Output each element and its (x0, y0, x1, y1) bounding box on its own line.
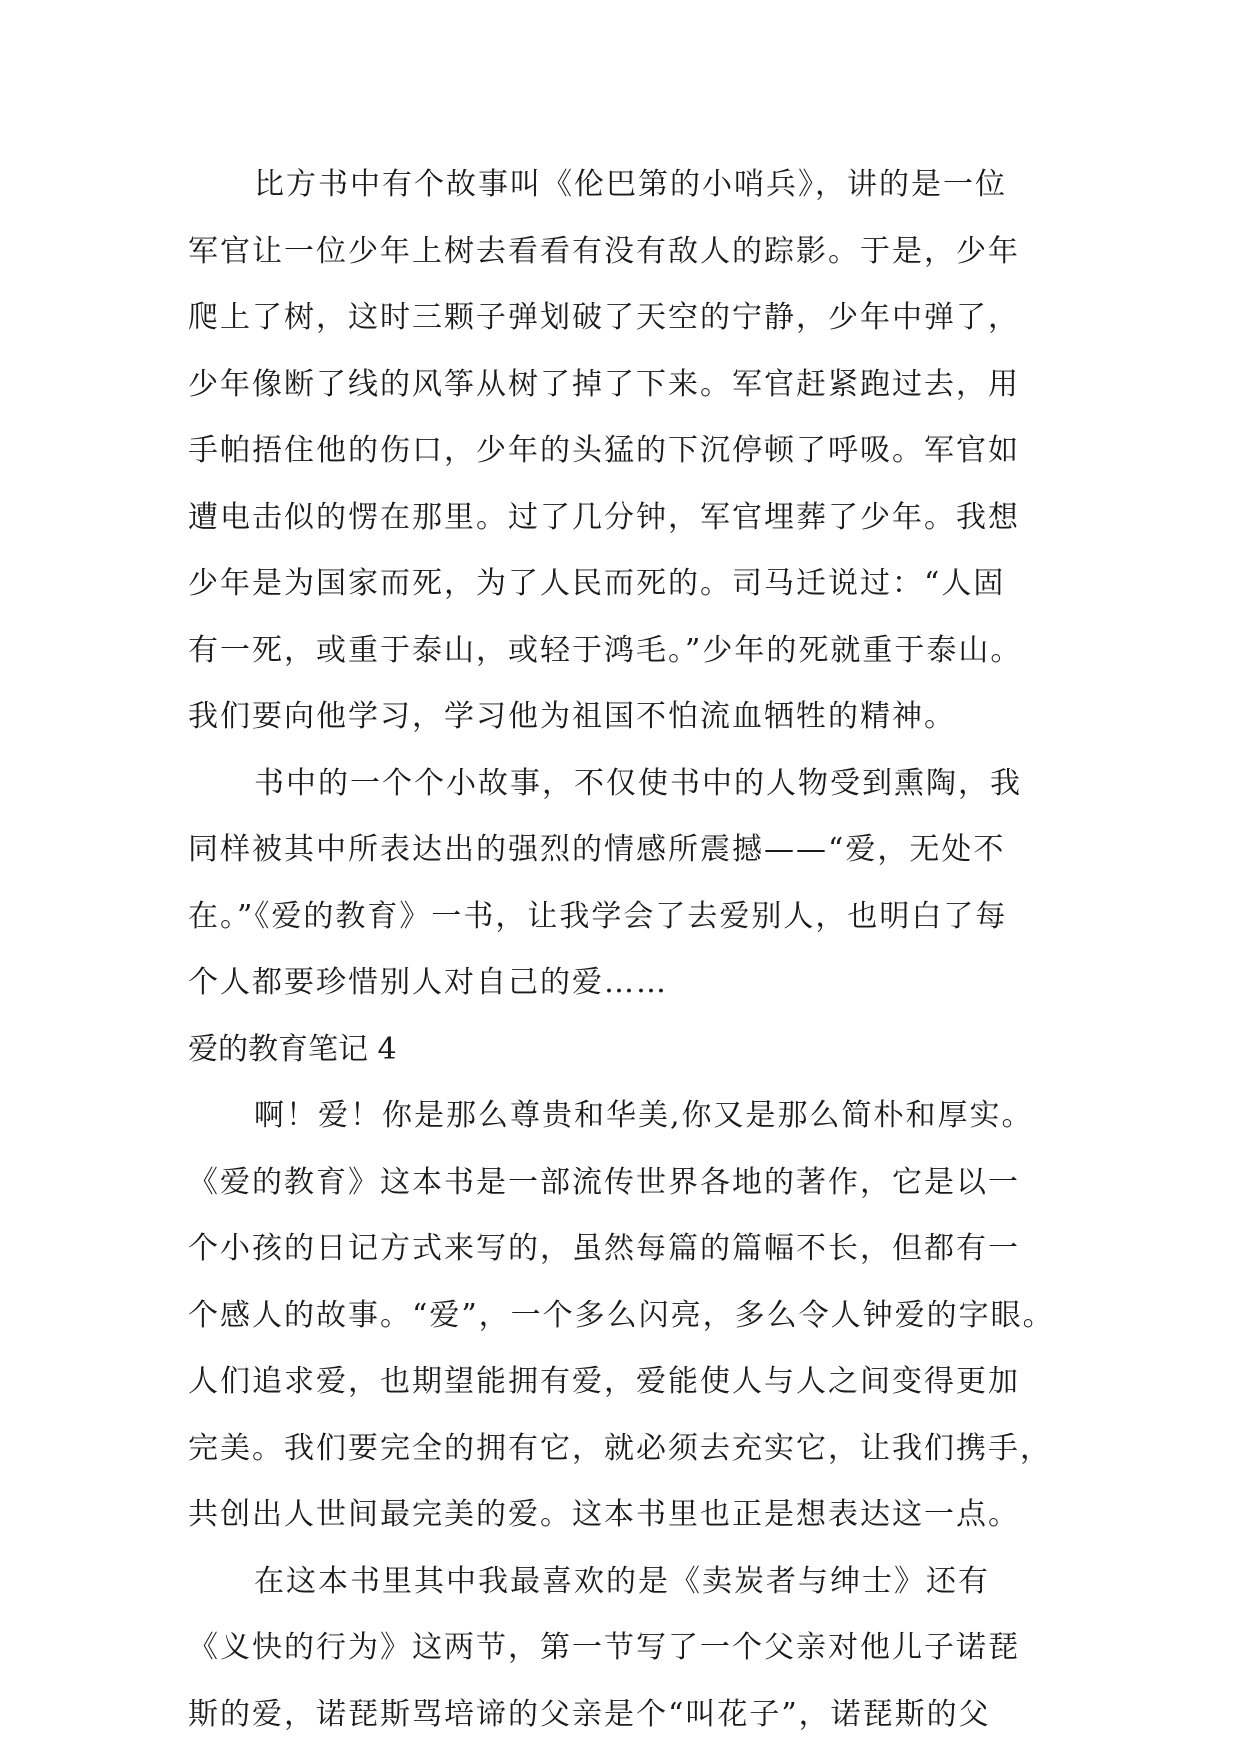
text-line: 《义快的行为》这两节，第一节写了一个父亲对他儿子诺琵 (188, 1630, 1020, 1665)
document-body (188, 152, 1068, 1748)
text-line: 同样被其中所表达出的强烈的情感所震撼——“爱，无处不 (188, 832, 1006, 867)
text-line: 个小孩的日记方式来写的，虽然每篇的篇幅不长，但都有一 (188, 1231, 1020, 1266)
paragraph-love-everywhere (188, 751, 1068, 1017)
text-line: 斯的爱，诺琵斯骂培谛的父亲是个“叫花子”，诺琵斯的父 (188, 1696, 991, 1732)
section-title: 爱的教育笔记 4 (188, 1031, 397, 1067)
text-line: 在。”《爱的教育》一书，让我学会了去爱别人，也明白了每 (188, 898, 1008, 934)
text-line: 共创出人世间最完美的爱。这本书里也正是想表达这一点。 (188, 1497, 1020, 1532)
text-line: 军官让一位少年上树去看看有没有敌人的踪影。于是，少年 (188, 233, 1020, 269)
text-line: 爬上了树，这时三颗子弹划破了天空的宁静，少年中弹了， (188, 300, 1020, 335)
text-line: 《爱的教育》这本书是一部流传世界各地的著作，它是以一 (188, 1164, 1020, 1200)
text-line: 少年是为国家而死，为了人民而死的。司马迁说过：“人固 (188, 566, 1006, 601)
text-line: 手帕捂住他的伤口，少年的头猛的下沉停顿了呼吸。军官如 (188, 433, 1020, 468)
text-line: 个人都要珍惜别人对自己的爱…… (188, 965, 668, 1000)
paragraph-ode-to-love (188, 1083, 1068, 1549)
text-line: 遭电击似的愣在那里。过了几分钟，军官埋葬了少年。我想 (188, 499, 1020, 535)
text-line: 书中的一个个小故事，不仅使书中的人物受到熏陶，我 (254, 765, 1022, 801)
text-line: 人们追求爱，也期望能拥有爱，爱能使人与人之间变得更加 (188, 1364, 1020, 1399)
text-line: 个感人的故事。“爱”，一个多么闪亮，多么令人钟爱的字眼。 (188, 1297, 1055, 1333)
paragraph-lombard-sentinel (188, 152, 1068, 751)
paragraph-favorite-chapters (188, 1549, 1068, 1749)
text-line: 啊！爱！你是那么尊贵和华美,你又是那么简朴和厚实。 (254, 1098, 1034, 1133)
text-line: 我们要向他学习，学习他为祖国不怕流血牺牲的精神。 (188, 699, 956, 734)
text-line: 在这本书里其中我最喜欢的是《卖炭者与绅士》还有 (254, 1563, 990, 1599)
text-line: 有一死，或重于泰山，或轻于鸿毛。”少年的死就重于泰山。 (188, 632, 1023, 668)
text-line: 完美。我们要完全的拥有它，就必须去充实它，让我们携手， (188, 1430, 1052, 1466)
text-line: 比方书中有个故事叫《伦巴第的小哨兵》，讲的是一位 (254, 167, 1007, 202)
text-line: 少年像断了线的风筝从树了掉了下来。军官赶紧跑过去，用 (188, 366, 1020, 402)
